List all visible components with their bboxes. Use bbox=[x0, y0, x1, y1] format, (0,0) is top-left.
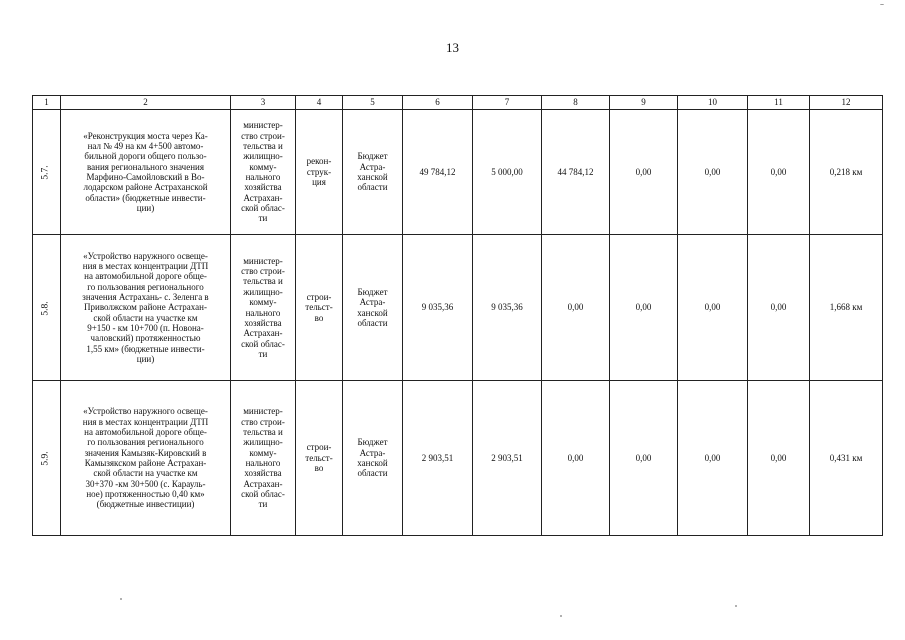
row-col-7: 2 903,51 bbox=[473, 381, 542, 536]
description-text: «Устройство наружного освеще- ния в местах концентрации ДТП на автомобильной дороге обще- го пользования регионального значения Астрахань- с. Зеленга в Приволжском районе Астрахан- ской области на участке км 9+150 - км 10+700 (п. Новона- чаловский) протяженностью 1,55 км» (бюджетные инвести- ции) bbox=[82, 250, 209, 365]
row-number bbox=[33, 110, 61, 235]
row-description bbox=[61, 110, 231, 235]
row-description bbox=[61, 235, 231, 381]
row-col-7: 9 035,36 bbox=[473, 235, 542, 381]
row-col-9: 0,00 bbox=[610, 110, 678, 235]
row-col-6: 9 035,36 bbox=[403, 235, 473, 381]
row-col-10: 0,00 bbox=[678, 381, 748, 536]
row-col-11: 0,00 bbox=[748, 110, 810, 235]
description-text: «Устройство наружного освеще- ния в местах концентрации ДТП на автомобильной дороге обще- го пользования регионального значения Камызяк-Кировский в Камызякском районе Астрахан- ской области на участке км 30+370 -км 30+500 (с. Карауль- ное) протяженностью 0,40 км» (бюджетные инвестиции) bbox=[82, 406, 209, 510]
work-type-text: строи- тельст- во bbox=[305, 291, 333, 323]
row-funding-source bbox=[343, 110, 403, 235]
table-row bbox=[33, 110, 883, 235]
description-text: «Реконструкция моста через Ка- нал № 49 на км 4+500 автомо- бильной дороги общего пользо- вания регионального значения Марфино-Самойловский в Во- лодарском районе Астраханской области» (бюджетные инвести- ции) bbox=[83, 130, 208, 214]
row-number-text: 5.9. bbox=[41, 451, 52, 466]
scan-speck bbox=[880, 4, 884, 5]
funding-source-text: Бюджет Астра- ханской области bbox=[357, 437, 388, 479]
header-cell: 1 bbox=[33, 96, 61, 110]
row-col-12: 0,431 км bbox=[810, 381, 883, 536]
row-work-type bbox=[296, 381, 343, 536]
header-cell: 2 bbox=[61, 96, 231, 110]
row-number bbox=[33, 235, 61, 381]
row-col-11: 0,00 bbox=[748, 381, 810, 536]
row-number-text: 5.8. bbox=[41, 300, 52, 316]
table-row bbox=[33, 235, 883, 381]
header-cell: 11 bbox=[748, 96, 810, 110]
row-col-10: 0,00 bbox=[678, 110, 748, 235]
row-col-11: 0,00 bbox=[748, 235, 810, 381]
row-funding-source bbox=[343, 381, 403, 536]
row-col-6: 49 784,12 bbox=[403, 110, 473, 235]
work-type-text: строи- тельст- во bbox=[305, 442, 333, 474]
row-organization bbox=[231, 381, 296, 536]
header-row bbox=[33, 96, 883, 110]
row-col-8: 44 784,12 bbox=[542, 110, 610, 235]
organization-text: министер- ство строи- тельства и жилищно- комму- нального хозяйства Астрахан- ской облас- ти bbox=[241, 406, 285, 510]
table-row bbox=[33, 381, 883, 536]
work-type-text: рекон- струк- ция bbox=[306, 156, 332, 188]
row-number bbox=[33, 381, 61, 536]
row-work-type bbox=[296, 110, 343, 235]
header-cell: 8 bbox=[542, 96, 610, 110]
scan-speck bbox=[120, 598, 122, 600]
row-description bbox=[61, 381, 231, 536]
header-cell: 7 bbox=[473, 96, 542, 110]
row-col-6: 2 903,51 bbox=[403, 381, 473, 536]
header-cell: 10 bbox=[678, 96, 748, 110]
header-cell: 9 bbox=[610, 96, 678, 110]
row-number-text: 5.7. bbox=[41, 165, 52, 180]
scan-speck bbox=[735, 605, 737, 607]
funding-source-text: Бюджет Астра- ханской области bbox=[357, 286, 388, 328]
data-table bbox=[32, 95, 883, 536]
organization-text: министер- ство строи- тельства и жилищно- комму- нального хозяйства Астрахан- ской облас- ти bbox=[241, 120, 285, 224]
header-cell: 4 bbox=[296, 96, 343, 110]
row-col-9: 0,00 bbox=[610, 381, 678, 536]
page-number: 13 bbox=[446, 40, 459, 55]
row-col-12: 0,218 км bbox=[810, 110, 883, 235]
row-organization bbox=[231, 235, 296, 381]
organization-text: министер- ство строи- тельства и жилищно- комму- нального хозяйства Астрахан- ской облас- ти bbox=[241, 255, 285, 359]
row-col-12: 1,668 км bbox=[810, 235, 883, 381]
row-organization bbox=[231, 110, 296, 235]
row-work-type bbox=[296, 235, 343, 381]
row-col-8: 0,00 bbox=[542, 381, 610, 536]
row-col-10: 0,00 bbox=[678, 235, 748, 381]
row-col-7: 5 000,00 bbox=[473, 110, 542, 235]
funding-source-text: Бюджет Астра- ханской области bbox=[357, 151, 388, 193]
row-col-8: 0,00 bbox=[542, 235, 610, 381]
row-funding-source bbox=[343, 235, 403, 381]
row-col-9: 0,00 bbox=[610, 235, 678, 381]
header-cell: 3 bbox=[231, 96, 296, 110]
header-cell: 12 bbox=[810, 96, 883, 110]
header-cell: 5 bbox=[343, 96, 403, 110]
header-cell: 6 bbox=[403, 96, 473, 110]
scan-speck bbox=[560, 615, 562, 617]
